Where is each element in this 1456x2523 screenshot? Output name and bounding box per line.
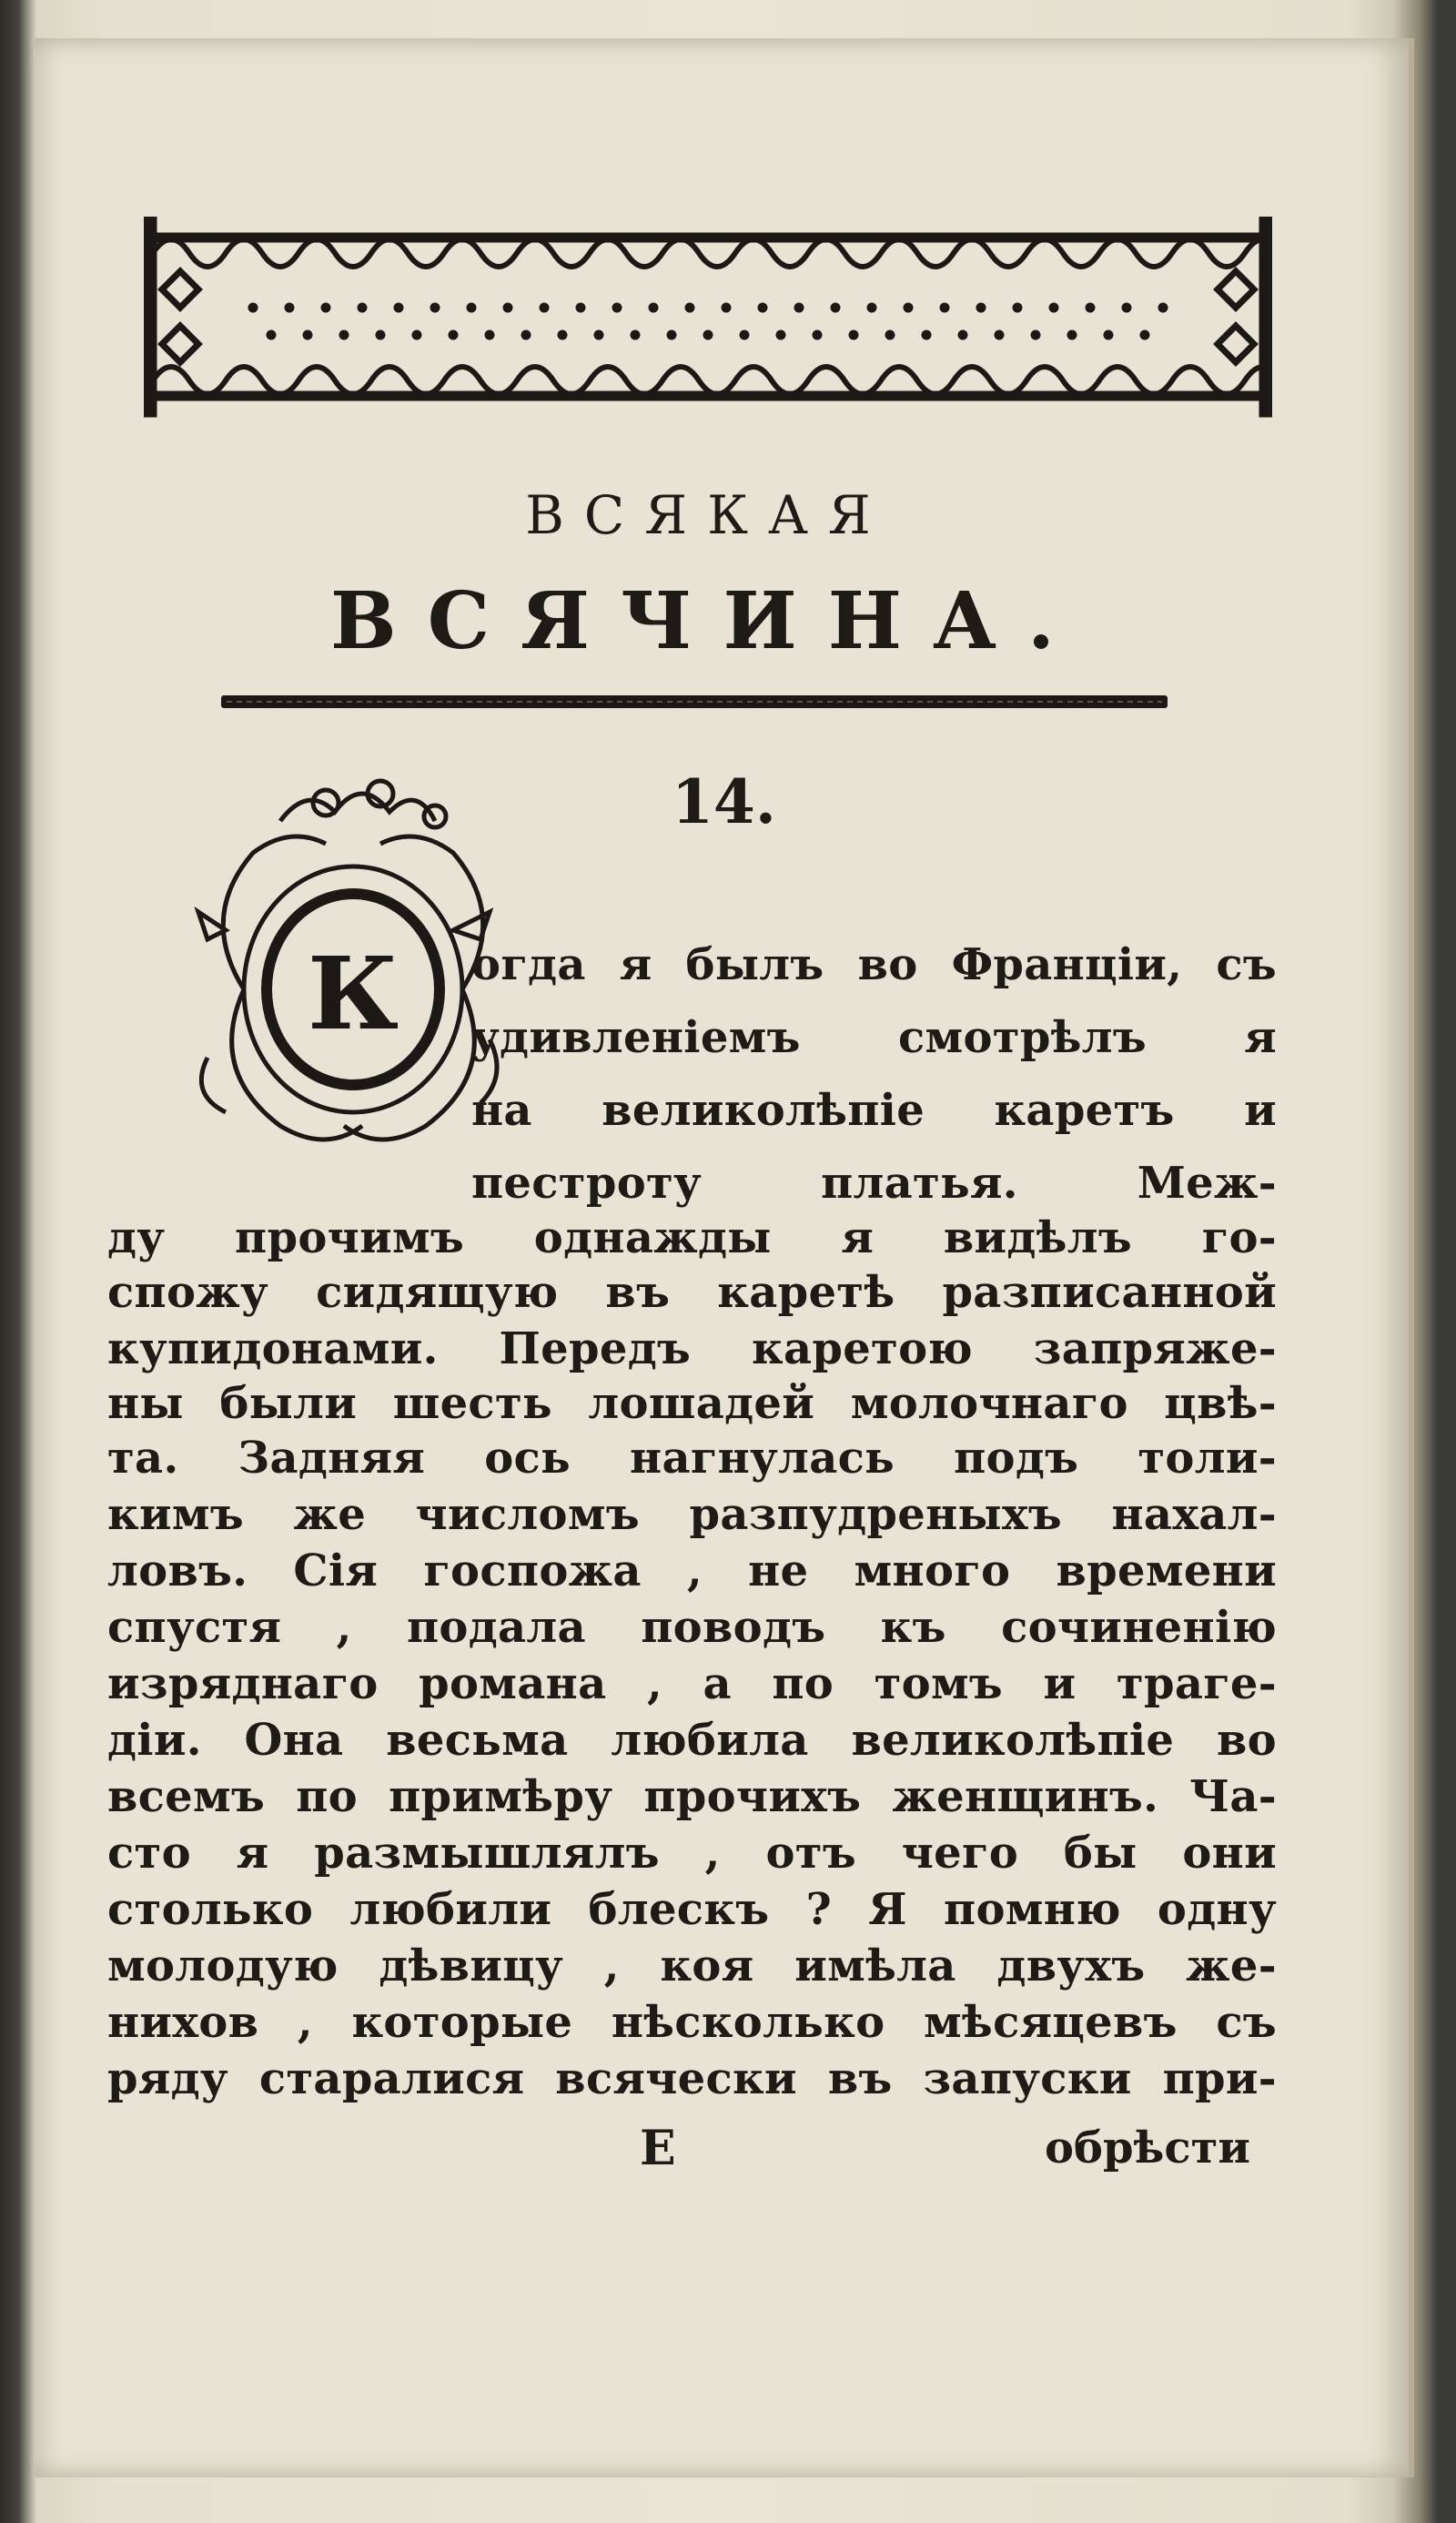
text-line: діи. Она весьма любила великолѣпіе во [107, 1715, 1277, 1766]
text-line: ловъ. Сія госпожа , не много времени [107, 1545, 1277, 1596]
text-line: всемъ по примѣру прочихъ женщинъ. Ча- [107, 1771, 1277, 1822]
drop-cap-letter: К [307, 935, 399, 1052]
text-line: ны были шесть лошадей молочнаго цвѣ- [107, 1378, 1277, 1429]
text-line: ду прочимъ однажды я видѣлъ го- [107, 1212, 1277, 1263]
periodical-title-line-2: ВСЯЧИНА. [330, 575, 1086, 667]
text-line: удивленіемъ смотрѣлъ я [471, 1012, 1277, 1063]
text-line: спожу сидящую въ каретѣ разписанной [107, 1267, 1277, 1318]
text-line: кимъ же числомъ разпудреныхъ нахал- [107, 1489, 1277, 1540]
text-line: огда я былъ во Франціи, съ [471, 939, 1277, 990]
catchword: обрѣсти [1045, 2123, 1250, 2173]
text-line: пестроту платья. Меж- [471, 1158, 1277, 1209]
text-line: та. Задняя ось нагнулась подъ толи- [107, 1433, 1277, 1484]
text-line: спустя , подала поводъ къ сочиненію [107, 1602, 1277, 1653]
book-page [35, 38, 1414, 2477]
text-line: столько любили блескъ ? Я помню одну [107, 1884, 1277, 1935]
text-line: нихов , которые нѣсколько мѣсяцевъ съ [107, 1997, 1277, 2048]
text-line: сто я размышлялъ , отъ чего бы они [107, 1828, 1277, 1879]
text-line: купидонами. Передъ каретою запряже- [107, 1323, 1277, 1374]
headpiece-ornament [144, 217, 1272, 435]
issue-number: 14. [672, 766, 776, 837]
signature-mark: Е [640, 2121, 676, 2176]
title-rule [221, 692, 1168, 712]
text-line: ряду старалися всячески въ запуски при- [107, 2053, 1277, 2104]
text-line: изряднаго романа , а по томъ и траге- [107, 1658, 1277, 1709]
text-line: молодую дѣвицу , коя имѣла двухъ же- [107, 1940, 1277, 1991]
periodical-title-line-1: ВСЯКАЯ [525, 484, 891, 546]
text-line: на великолѣпіе каретъ и [471, 1085, 1277, 1136]
